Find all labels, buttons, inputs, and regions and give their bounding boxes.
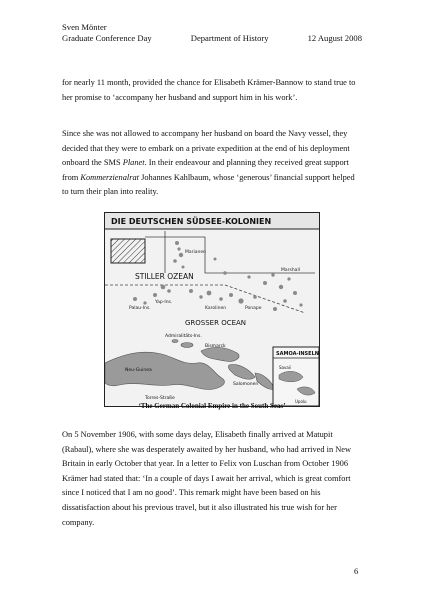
label-yap: Yap-Ins. [155,300,173,305]
label-salomonen: Salomonen [233,382,259,387]
figure-caption: ‘The German Colonial Empire in the South Seas’ [138,402,286,410]
p2-part-e: Johannes Kahlbaum, whose ‘generous’ financial support helped to turn their plan into reality. [62,172,355,197]
map-figure [104,212,320,407]
paragraph-1-text: for nearly 11 month, provided the chance for Elisabeth Krämer-Bannow to stand true to her promise to ‘accompany her husband and support him in his work’. [62,78,356,102]
header-author: Sven Mönter [62,22,107,32]
header-department: Department of History [190,33,269,43]
p2-part-a: Since she was not allowed to accompany her husband on board the Navy vessel, they decided that they were to embark on a private expedition at the end of his deployment onboard the SMS [62,129,350,168]
label-marshall: Marshall [281,268,300,273]
header-row [62,33,362,44]
title-term: Kommerzienalrat [80,172,139,182]
label-torres: Torres-Straße [145,396,175,401]
paragraph-3-text: On 5 November 1906, with some days delay, Elisabeth finally arrived at Matupit (Rabaul), where she was desperately awaited by her husband, who had arrived in New Britain in early October that year. In a letter to Felix von Luschan from October 1906 Krämer had stated that: ‘In a couple of days I await her arrival, which is great comfort since I noticed that I am no good’. This remark might have been based on his dissatisfaction about his previous travel, but it also illustrated his true wish for her company. [62,430,352,527]
label-bismarck: Bismarck [205,344,226,349]
label-marianen: Marianen [185,250,206,255]
map-legend-box [111,239,145,263]
ocean-label-2: GROSSER OCEAN [185,319,247,327]
label-savaii: Savaii [279,365,292,370]
samoa-inset [273,347,319,406]
paragraph-1 [62,76,362,105]
ocean-label-1: STILLER OZEAN [135,272,194,281]
map-title: DIE DEUTSCHEN SÜDSEE-KOLONIEN [111,217,272,226]
header-event: Graduate Conference Day [62,33,152,43]
page-number: 6 [354,566,359,576]
paragraph-3 [62,428,362,530]
header-date: 12 August 2008 [307,33,362,43]
map-image [105,213,319,406]
label-ponape: Ponape [245,306,262,311]
page-header [62,22,362,44]
p2-part-c: . In their endeavour and planning they received great support from [62,158,349,182]
ship-name: Planet [122,158,145,168]
paragraph-2-text [62,127,362,200]
label-upolu: Upolu [295,399,307,404]
samoa-title: SAMOA-INSELN [276,351,319,357]
label-neuguinea: Neu-Guinea [125,368,152,373]
label-karolinen: Karolinen [205,306,227,311]
label-admiralitaet: Admiralitäts-Ins. [165,334,202,339]
label-palau: Palau-Ins. [129,306,151,311]
paragraph-2 [62,127,362,200]
